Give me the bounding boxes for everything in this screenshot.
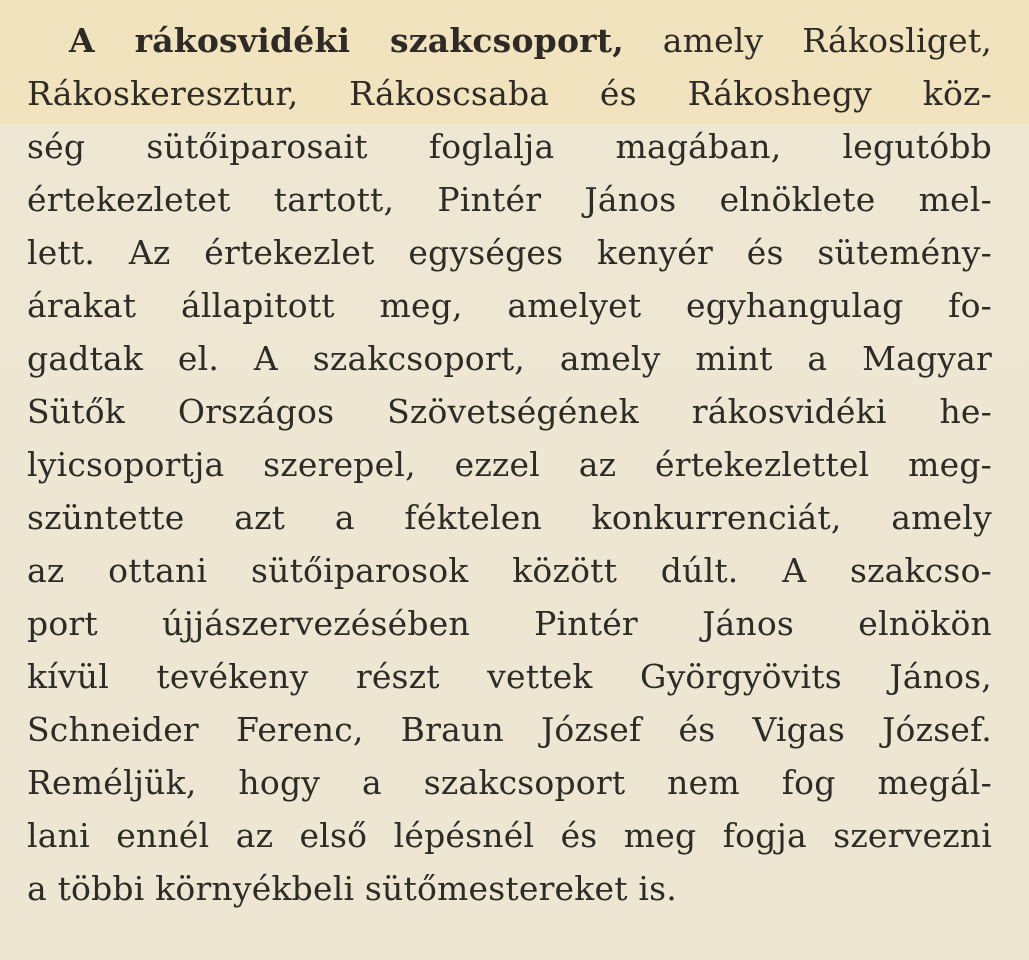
article-line-17: a többi környékbeli sütőmestereket is. bbox=[27, 869, 677, 908]
news-article bbox=[27, 14, 992, 915]
article-line-6: árakat állapitott meg, amelyet egyhangulag fo- bbox=[27, 286, 992, 325]
article-line-8: Sütők Országos Szövetségének rákosvidéki he- bbox=[27, 392, 992, 431]
article-line-11: az ottani sütőiparosok között dúlt. A szakcso- bbox=[27, 551, 992, 590]
article-line-5: lett. Az értekezlet egységes kenyér és sütemény- bbox=[27, 233, 992, 272]
article-line-7: gadtak el. A szakcsoport, amely mint a Magyar bbox=[27, 339, 992, 378]
article-line-1 bbox=[27, 14, 992, 67]
article-lead: A rákosvidéki szakcsoport, bbox=[69, 21, 624, 60]
article-line-4: értekezletet tartott, Pintér János elnöklete mel- bbox=[27, 180, 992, 219]
article-line-1-text: amely Rákosliget, bbox=[623, 21, 992, 60]
article-line-9: lyicsoportja szerepel, ezzel az értekezlettel meg- bbox=[27, 445, 992, 484]
article-line-13: kívül tevékeny részt vettek Györgyövits János, bbox=[27, 657, 992, 696]
article-line-14: Schneider Ferenc, Braun József és Vigas József. bbox=[27, 710, 992, 749]
article-line-16: lani ennél az első lépésnél és meg fogja szervezni bbox=[27, 816, 992, 855]
article-line-10: szüntette azt a féktelen konkurrenciát, amely bbox=[27, 498, 992, 537]
article-line-3: ség sütőiparosait foglalja magában, legutóbb bbox=[27, 127, 992, 166]
article-line-2: Rákoskeresztur, Rákoscsaba és Rákoshegy köz- bbox=[27, 74, 992, 113]
article-line-15: Reméljük, hogy a szakcsoport nem fog megál- bbox=[27, 763, 992, 802]
article-line-12: port újjászervezésében Pintér János elnökön bbox=[27, 604, 992, 643]
